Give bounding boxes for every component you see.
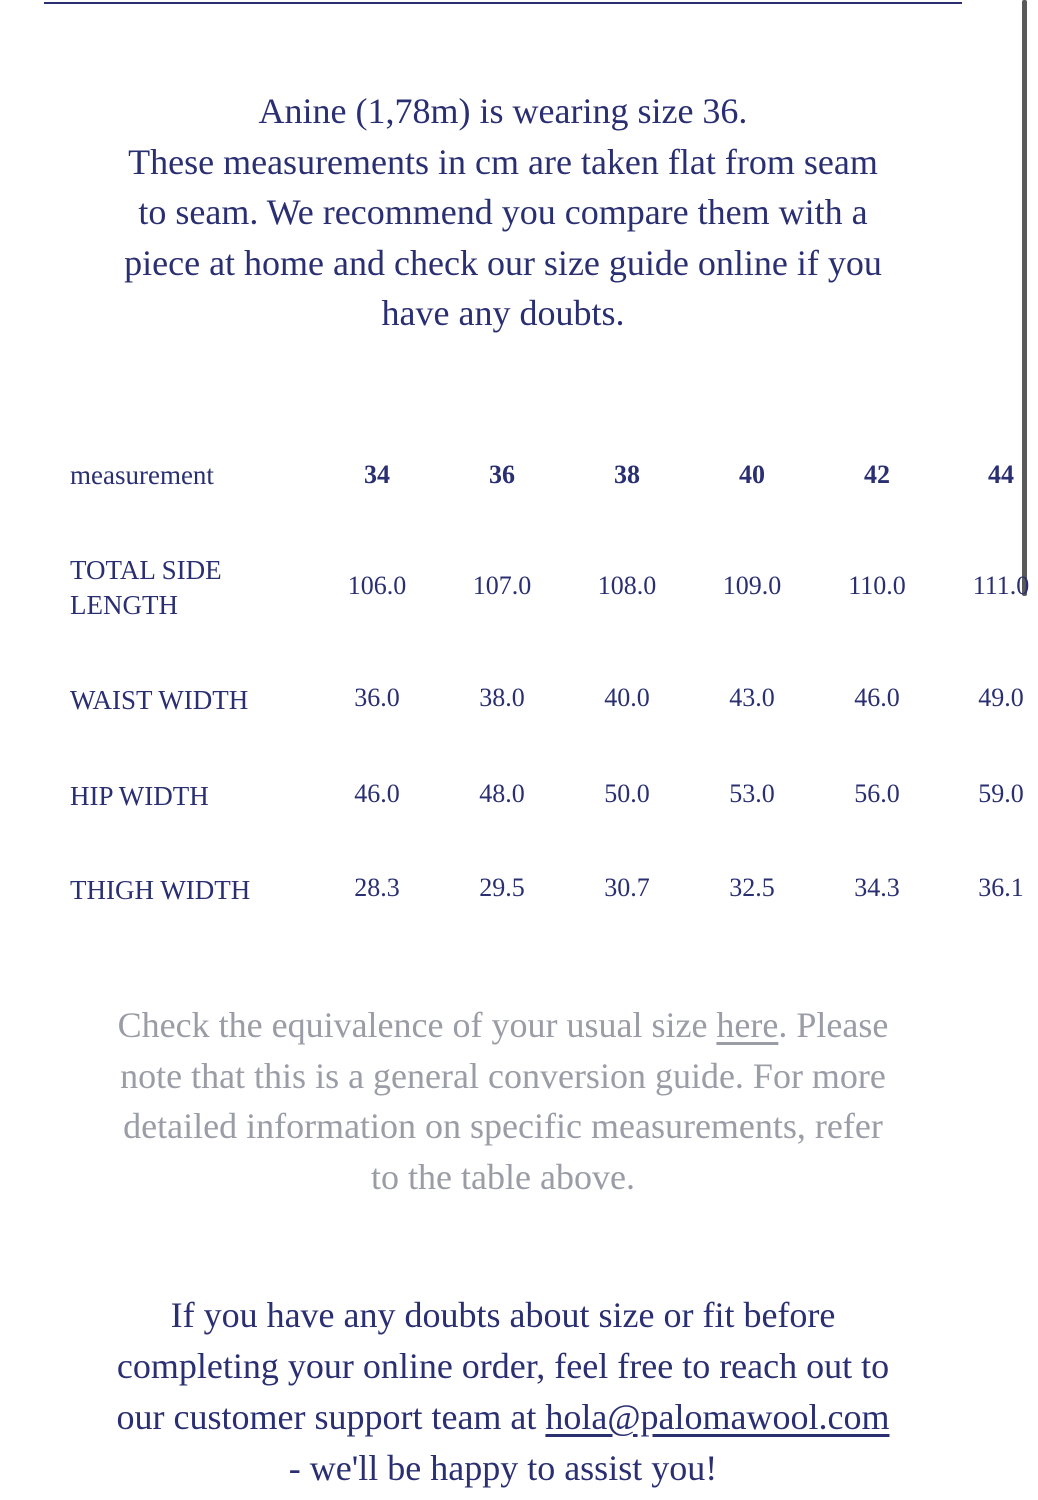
size-equivalence-link[interactable]: here [716,1005,779,1045]
table-cell: 32.5 [729,873,775,902]
conversion-text-after-link: . Please [778,1005,889,1045]
row-label-thigh-width: THIGH WIDTH [70,875,251,905]
conversion-line-4: to the table above. [371,1156,635,1197]
row-label-total-side-length [70,553,222,623]
table-cell: 111.0 [972,571,1030,600]
size-header-42: 42 [864,460,890,489]
table-cell: 36.1 [978,873,1024,902]
contact-line-3-prefix: our customer support team at [116,1397,546,1437]
table-cell: 38.0 [479,683,525,712]
table-cell: 29.5 [479,873,525,902]
row-label-hip-width: HIP WIDTH [70,781,209,811]
table-cell: 56.0 [854,779,900,808]
model-fit-note [60,86,946,339]
table-cell: 53.0 [729,779,775,808]
table-cell: 49.0 [978,683,1024,712]
size-header-34: 34 [364,460,390,489]
size-conversion-note [60,1000,946,1202]
contact-line-4: - we'll be happy to assist you! [288,1448,718,1488]
table-cell: 109.0 [722,571,782,600]
contact-line-1: If you have any doubts about size or fit before [170,1295,836,1335]
table-cell: 46.0 [354,779,400,808]
conversion-line-3: detailed information on specific measurements, refer [123,1106,883,1146]
table-cell: 59.0 [978,779,1024,808]
table-cell: 30.7 [604,873,650,902]
table-cell: 36.0 [354,683,400,712]
size-header-40: 40 [739,460,765,489]
table-cell: 106.0 [347,571,407,600]
intro-line-3: to seam. We recommend you compare them with a [138,192,868,232]
conversion-text-before-link: Check the equivalence of your usual size [117,1005,717,1045]
row-label-waist-width: WAIST WIDTH [70,685,249,715]
table-cell: 28.3 [354,873,400,902]
size-header-44: 44 [988,460,1014,489]
table-cell: 34.3 [854,873,900,902]
top-divider [44,2,962,4]
size-header-36: 36 [489,460,515,489]
table-cell: 110.0 [848,571,906,600]
customer-support-note [40,1290,966,1494]
intro-line-2: These measurements in cm are taken flat from seam [128,141,878,182]
table-cell: 43.0 [729,683,775,712]
intro-line-1: Anine (1,78m) is wearing size 36. [258,91,748,131]
measurement-column-header: measurement [70,460,214,490]
table-cell: 108.0 [597,571,657,600]
intro-line-5: have any doubts. [381,293,625,333]
scrollbar[interactable] [1022,0,1027,596]
intro-line-4: piece at home and check our size guide online if you [124,242,882,283]
row-label-line-2: LENGTH [70,590,178,620]
contact-line-2: completing your online order, feel free to reach out to [116,1346,890,1386]
table-cell: 48.0 [479,779,525,808]
row-label-line-1: TOTAL SIDE [70,555,222,585]
conversion-line-2: note that this is a general conversion guide. For more [120,1055,886,1096]
table-cell: 46.0 [854,683,900,712]
table-cell: 40.0 [604,683,650,712]
support-email-link[interactable]: hola@palomawool.com [545,1397,890,1437]
size-header-38: 38 [614,460,640,489]
table-cell: 50.0 [604,779,650,808]
table-cell: 107.0 [472,571,532,600]
